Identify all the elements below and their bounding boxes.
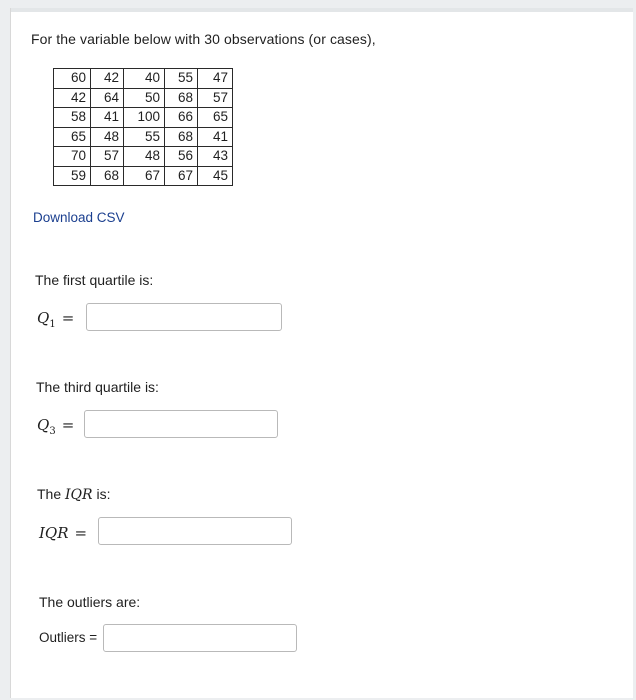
q1-input[interactable] — [86, 303, 282, 331]
table-cell: 60 — [54, 69, 91, 89]
iqr-input[interactable] — [98, 517, 292, 545]
table-cell: 55 — [165, 69, 198, 89]
table-cell: 70 — [54, 147, 91, 167]
iqr-prompt-var: IQR — [65, 487, 93, 503]
iqr-prompt — [37, 486, 110, 503]
table-cell: 55 — [124, 127, 165, 147]
table-row — [54, 88, 233, 108]
panel-top-border — [11, 8, 633, 12]
table-row — [54, 127, 233, 147]
table-cell: 57 — [91, 147, 124, 167]
table-cell: 57 — [198, 88, 233, 108]
table-cell: 68 — [91, 166, 124, 186]
table-cell: 42 — [54, 88, 91, 108]
table-cell: 64 — [91, 88, 124, 108]
table-cell: 48 — [91, 127, 124, 147]
table-cell: 68 — [165, 127, 198, 147]
outliers-prompt: The outliers are: — [39, 594, 141, 610]
table-cell: 67 — [165, 166, 198, 186]
outliers-input[interactable] — [103, 624, 297, 652]
table-cell: 41 — [91, 108, 124, 128]
table-cell: 40 — [124, 69, 165, 89]
q3-label — [37, 416, 74, 437]
q1-label-sub: 1 — [49, 319, 56, 330]
q1-prompt: The first quartile is: — [35, 272, 154, 288]
table-cell: 45 — [198, 166, 233, 186]
iqr-prompt-pre: The — [37, 486, 62, 502]
q3-prompt: The third quartile is: — [36, 379, 159, 395]
q1-label — [37, 309, 74, 330]
table-cell: 68 — [165, 88, 198, 108]
table-cell: 43 — [198, 147, 233, 167]
table-cell: 47 — [198, 69, 233, 89]
observations-table — [53, 68, 233, 186]
q3-label-var: Q — [37, 416, 50, 434]
iqr-label-var: IQR — [39, 524, 69, 542]
table-cell: 100 — [124, 108, 165, 128]
table-cell: 48 — [124, 147, 165, 167]
table-cell: 67 — [124, 166, 165, 186]
table-cell: 66 — [165, 108, 198, 128]
table-cell: 41 — [198, 127, 233, 147]
table-cell: 50 — [124, 88, 165, 108]
download-csv-link[interactable]: Download CSV — [33, 210, 125, 225]
table-cell: 65 — [54, 127, 91, 147]
table-cell: 58 — [54, 108, 91, 128]
question-intro: For the variable below with 30 observations (or cases), — [31, 31, 376, 47]
iqr-prompt-post: is: — [96, 486, 111, 502]
outliers-label: Outliers = — [39, 630, 98, 645]
q3-label-eq: = — [61, 416, 75, 434]
table-cell: 42 — [91, 69, 124, 89]
iqr-label-eq: = — [74, 524, 88, 542]
table-row — [54, 108, 233, 128]
table-cell: 56 — [165, 147, 198, 167]
question-panel — [10, 8, 633, 698]
table-row — [54, 69, 233, 89]
table-cell: 65 — [198, 108, 233, 128]
q3-label-sub: 3 — [49, 426, 56, 437]
table-row — [54, 166, 233, 186]
q1-label-var: Q — [37, 309, 50, 327]
q1-label-eq: = — [61, 309, 75, 327]
iqr-label — [39, 524, 87, 542]
table-row — [54, 147, 233, 167]
table-cell: 59 — [54, 166, 91, 186]
q3-input[interactable] — [84, 410, 278, 438]
